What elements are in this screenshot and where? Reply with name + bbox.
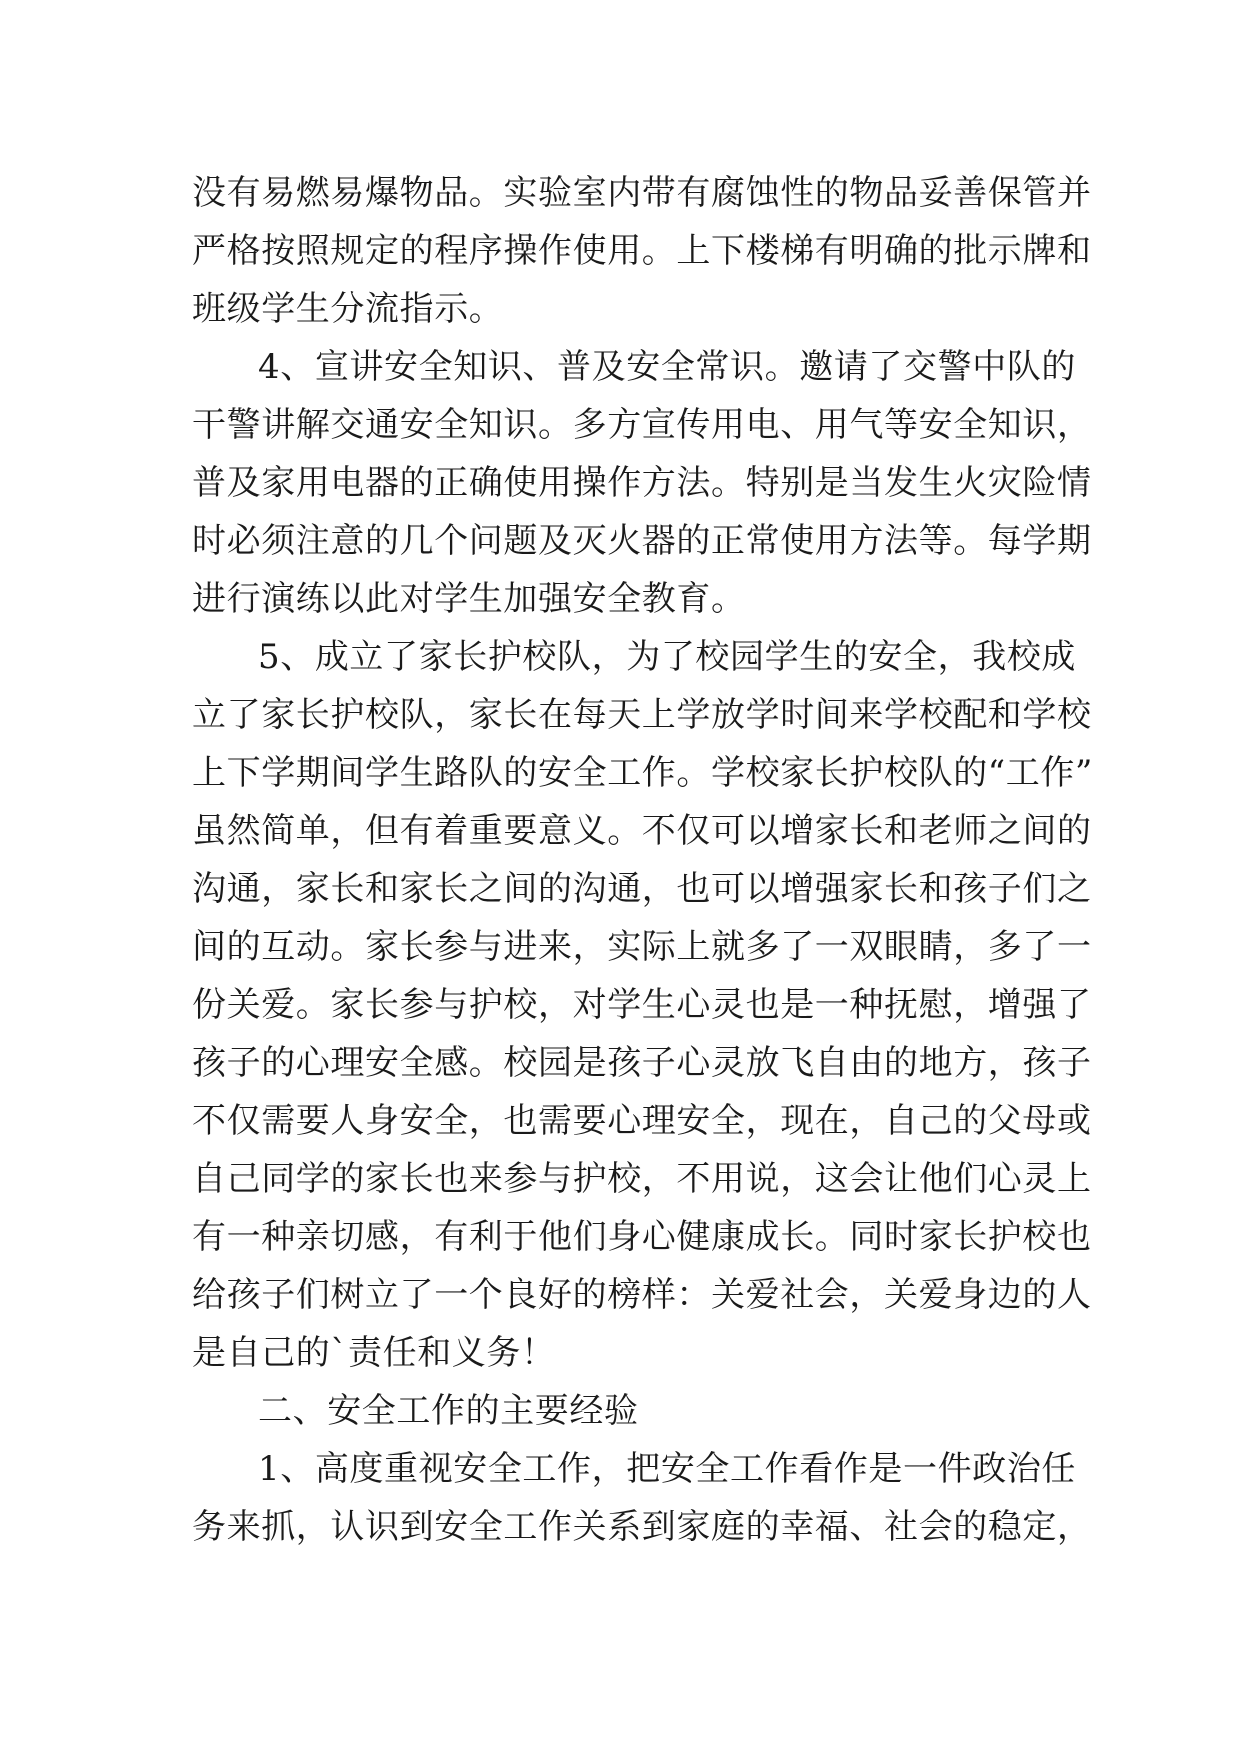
paragraph-first-line: 4、宣讲安全知识、普及安全常识。邀请了交警中队的 <box>258 347 1077 387</box>
text-line: 虽然简单，但有着重要意义。不仅可以增家长和老师之间的 <box>192 811 1092 851</box>
section-heading: 二、安全工作的主要经验 <box>258 1391 639 1431</box>
text-line: 间的互动。家长参与进来，实际上就多了一双眼睛，多了一 <box>192 927 1092 967</box>
text-line: 是自己的`责任和义务！ <box>192 1333 556 1373</box>
text-line: 干警讲解交通安全知识。多方宣传用电、用气等安全知识， <box>192 405 1092 445</box>
text-line: 班级学生分流指示。 <box>192 289 504 329</box>
text-line: 务来抓，认识到安全工作关系到家庭的幸福、社会的稳定， <box>192 1507 1092 1547</box>
text-line: 自己同学的家长也来参与护校，不用说，这会让他们心灵上 <box>192 1159 1092 1199</box>
text-line: 沟通，家长和家长之间的沟通，也可以增强家长和孩子们之 <box>192 869 1092 909</box>
text-line: 上下学期间学生路队的安全工作。学校家长护校队的“工作” <box>192 753 1093 793</box>
text-line: 有一种亲切感，有利于他们身心健康成长。同时家长护校也 <box>192 1217 1092 1257</box>
text-line: 没有易燃易爆物品。实验室内带有腐蚀性的物品妥善保管并 <box>192 173 1092 213</box>
text-line: 孩子的心理安全感。校园是孩子心灵放飞自由的地方，孩子 <box>192 1043 1092 1083</box>
text-line: 时必须注意的几个问题及灭火器的正常使用方法等。每学期 <box>192 521 1092 561</box>
text-line: 立了家长护校队，家长在每天上学放学时间来学校配和学校 <box>192 695 1092 735</box>
text-line: 严格按照规定的程序操作使用。上下楼梯有明确的批示牌和 <box>192 231 1092 271</box>
text-line: 份关爱。家长参与护校，对学生心灵也是一种抚慰，增强了 <box>192 985 1092 1025</box>
paragraph-first-line: 5、成立了家长护校队，为了校园学生的安全，我校成 <box>258 637 1077 677</box>
paragraph-first-line: 1、高度重视安全工作，把安全工作看作是一件政治任 <box>258 1449 1077 1489</box>
text-line: 不仅需要人身安全，也需要心理安全，现在，自己的父母或 <box>192 1101 1092 1141</box>
text-line: 普及家用电器的正确使用操作方法。特别是当发生火灾险情 <box>192 463 1092 503</box>
text-line: 给孩子们树立了一个良好的榜样：关爱社会，关爱身边的人 <box>192 1275 1092 1315</box>
text-line: 进行演练以此对学生加强安全教育。 <box>192 579 746 619</box>
document-body <box>192 164 1093 1556</box>
